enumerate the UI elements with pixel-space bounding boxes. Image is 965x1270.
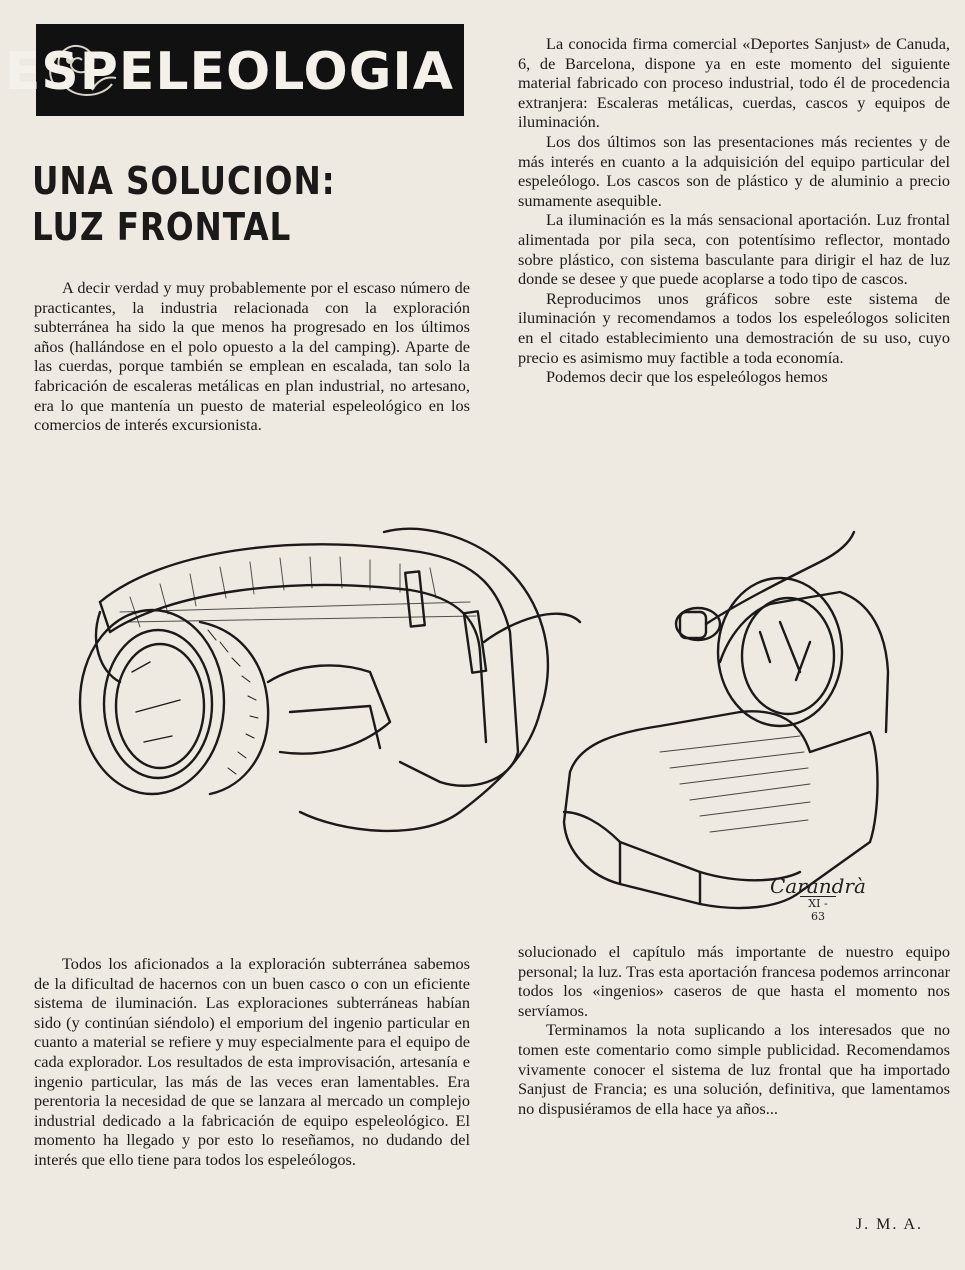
headlamp-illustration bbox=[40, 512, 940, 932]
article-headline bbox=[32, 158, 410, 250]
section-masthead bbox=[4, 24, 464, 116]
artist-signature bbox=[770, 874, 866, 923]
masthead-title: ESPELEOLOGIA bbox=[4, 42, 454, 102]
paragraph: Reproducimos unos gráficos sobre este sistema de iluminación y recomendamos a todos los espeleólogos soliciten en el citado establecimiento una demostración de su uso, cuyo precio es asimismo muy factible a toda economía. bbox=[518, 288, 950, 367]
paragraph: Podemos decir que los espeleólogos hemos bbox=[546, 367, 828, 387]
column-left-top bbox=[34, 278, 470, 435]
artist-signature-name: Carandrà bbox=[770, 874, 866, 898]
paragraph: Todos los aficionados a la exploración subterránea sabemos de la dificultad de hacernos con un buen casco o con un eficiente sistema de iluminación. Las exploraciones subterráneas habían sido (y continúan siéndolo) el emporium del ingenio particular en cuanto a material se refiere y muy especialmente para el equipo de cada explorador. Los resultados de esta improvisación, artesanía e ingenio particular, las más de las veces eran lamentables. Era perentoria la necesidad de que se lanzara al mercado un complejo industrial dedicado a la fabricación de equipo espeleológico. El momento ha llegado y por esto lo reseñamos, no dudando del interés que ello tiene para todos los espeleólogos. bbox=[34, 954, 470, 1169]
headline-line-1: UNA SOLUCION: bbox=[32, 159, 336, 203]
column-left-bottom bbox=[34, 954, 470, 1170]
column-right-top bbox=[518, 34, 950, 387]
paragraph: A decir verdad y muy probablemente por el escaso número de practicantes, la industria relacionada con la exploración subterránea ha sido la que menos ha progresado en los últimos años (hallándose en el polo opuesto a la del camping). Aparte de las cuerdas, porque también se emplean en escalada, tan solo la fabricación de escaleras metálicas en plan industrial, no artesano, era lo que mantenía un puesto de material espeleológico en los comercios de interés excursionista. bbox=[34, 278, 470, 435]
column-right-bottom bbox=[518, 942, 950, 1118]
paragraph: La iluminación es la más sensacional aportación. Luz frontal alimentada por pila seca, con potentísimo reflector, montado sobre plástico, con sistema basculante para dirigir el haz de luz donde se desee y que puede acoplarse a todo tipo de cascos. bbox=[518, 210, 950, 289]
author-signature: J. M. A. bbox=[855, 1216, 923, 1233]
artist-signature-date: XI - 63 bbox=[800, 896, 836, 923]
paragraph: Los dos últimos son las presentaciones más recientes y de más interés en cuanto a la adquisición del equipo particular del espeleólogo. Los cascos son de plástico y de aluminio a precio sumamente asequible. bbox=[518, 131, 950, 210]
paragraph-continuation: solucionado el capítulo más importante de nuestro equipo personal; la luz. Tras esta aportación francesa podemos arrinconar todos los «ingenios» caseros de que hasta el momento nos servíamos. bbox=[518, 942, 950, 1020]
paragraph: La conocida firma comercial «Deportes Sanjust» de Canuda, 6, de Barcelona, dispone ya en este momento del siguiente material fabricado con proceso industrial, todo él de procedencia extranjera: Escaleras metálicas, cuerdas, cascos y equipos de iluminación. bbox=[518, 34, 950, 132]
paragraph: Terminamos la nota suplicando a los interesados que no tomen este comentario como simple publicidad. Recomendamos vivamente conocer el sistema de luz frontal que ha importado Sanjust de Francia; es una solución, definitiva, que lamentamos no dispusiéramos de ella hace ya años... bbox=[518, 1020, 950, 1118]
headline-line-2: LUZ FRONTAL bbox=[32, 205, 292, 249]
